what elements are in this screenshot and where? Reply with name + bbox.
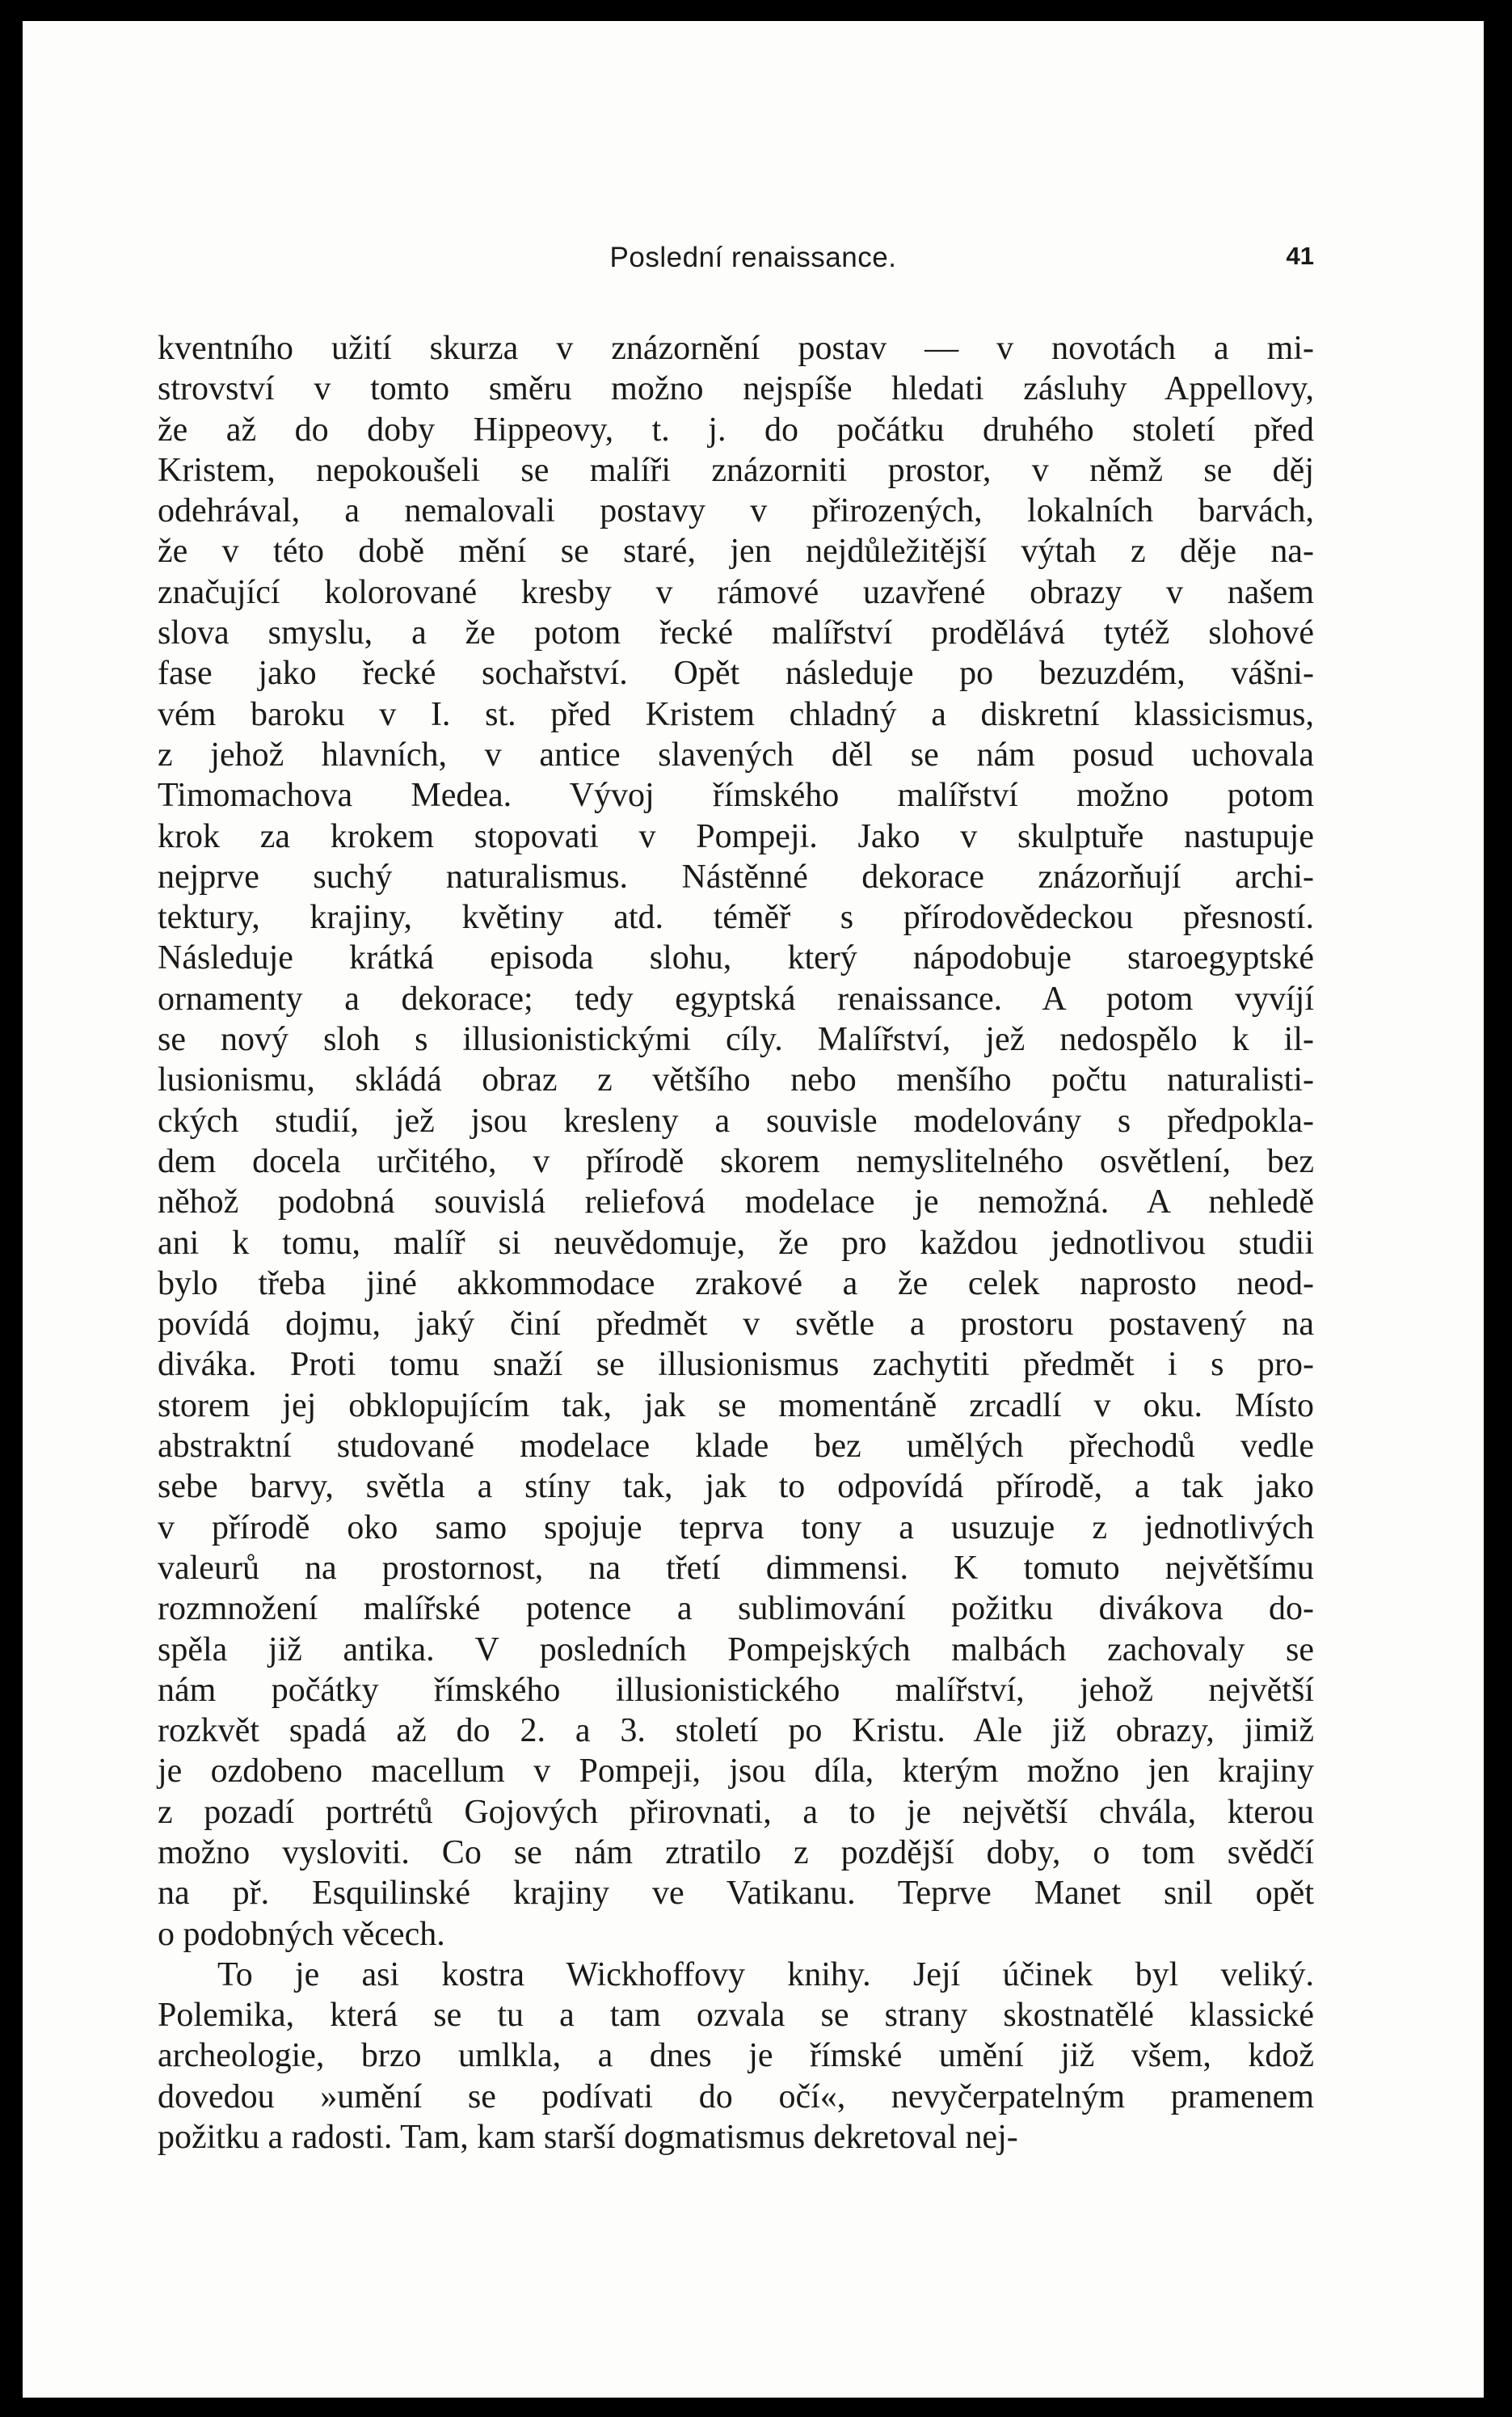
text-line: rozkvět spadá až do 2. a 3. století po Kristu. Ale již obrazy, jimiž: [158, 1712, 1314, 1750]
page-number: 41: [1286, 242, 1314, 270]
text-line: značující kolorované kresby v rámové uzavřené obrazy v našem: [158, 573, 1314, 611]
text-line: diváka. Proti tomu snaží se illusionismus zachytiti předmět i s pro-: [158, 1346, 1314, 1384]
body-text: [158, 328, 1314, 2158]
text-line: nejprve suchý naturalismus. Nástěnné dekorace znázorňují archi-: [158, 858, 1314, 896]
text-line: dovedou »umění se podívati do očí«, nevyčerpatelným pramenem: [158, 2077, 1314, 2115]
paragraph: [158, 1955, 1314, 2158]
text-line: tektury, krajiny, květiny atd. téměř s přírodovědeckou přesností.: [158, 899, 1314, 937]
page-header: [23, 242, 1484, 290]
text-line: To je asi kostra Wickhoffovy knihy. Její účinek byl veliký.: [217, 1955, 1314, 1993]
text-line: slova smyslu, a že potom řecké malířství prodělává tytéž slohové: [158, 614, 1314, 652]
text-line: sebe barvy, světla a stíny tak, jak to odpovídá přírodě, a tak jako: [158, 1468, 1314, 1506]
text-line: Následuje krátká episoda slohu, který nápodobuje staroegyptské: [158, 939, 1314, 977]
text-line: spěla již antika. V posledních Pompejských malbách zachovaly se: [158, 1630, 1314, 1668]
text-line: z pozadí portrétů Gojových přirovnati, a to je největší chvála, kterou: [158, 1793, 1314, 1831]
text-line: bylo třeba jiné akkommodace zrakové a že celek naprosto neod-: [158, 1264, 1314, 1302]
text-line: rozmnožení malířské potence a sublimování požitku divákova do-: [158, 1590, 1314, 1628]
book-page: [23, 21, 1484, 2398]
text-line: možno vysloviti. Co se nám ztratilo z pozdější doby, o tom svědčí: [158, 1833, 1314, 1871]
text-line: o podobných věcech.: [158, 1915, 445, 1953]
text-line: z jehož hlavních, v antice slavených děl se nám posud uchovala: [158, 736, 1314, 774]
paragraph: [158, 328, 1314, 1955]
text-line: na př. Esquilinské krajiny ve Vatikanu. Teprve Manet snil opět: [158, 1875, 1314, 1913]
text-line: ani k tomu, malíř si neuvědomuje, že pro každou jednotlivou studii: [158, 1224, 1314, 1262]
text-line: archeologie, brzo umlkla, a dnes je římské umění již všem, kdož: [158, 2037, 1314, 2075]
text-line: se nový sloh s illusionistickými cíly. Malířství, jež nedospělo k il-: [158, 1021, 1314, 1059]
text-line: Timomachova Medea. Vývoj římského malířství možno potom: [158, 777, 1314, 815]
text-line: vém baroku v I. st. před Kristem chladný a diskretní klassicismus,: [158, 695, 1314, 733]
text-line: že v této době mění se staré, jen nejdůležitější výtah z děje na-: [158, 533, 1314, 571]
text-line: storem jej obklopujícím tak, jak se momentáně zrcadlí v oku. Místo: [158, 1386, 1314, 1424]
text-line: krok za krokem stopovati v Pompeji. Jako v skulptuře nastupuje: [158, 817, 1314, 855]
text-line: je ozdobeno macellum v Pompeji, jsou díla, kterým možno jen krajiny: [158, 1753, 1314, 1791]
text-line: že až do doby Hippeovy, t. j. do počátku druhého století před: [158, 411, 1314, 449]
text-line: požitku a radosti. Tam, kam starší dogmatismus dekretoval nej-: [158, 2119, 1018, 2157]
text-line: ckých studií, jež jsou kresleny a souvisle modelovány s předpokla-: [158, 1102, 1314, 1140]
text-line: fase jako řecké sochařství. Opět následuje po bezuzdém, vášni-: [158, 655, 1314, 693]
text-line: lusionismu, skládá obraz z většího nebo menšího počtu naturalisti-: [158, 1061, 1314, 1099]
text-line: strovství v tomto směru možno nejspíše hledati zásluhy Appellovy,: [158, 370, 1314, 408]
text-line: povídá dojmu, jaký činí předmět v světle a prostoru postavený na: [158, 1306, 1314, 1343]
running-title: Poslední renaissance.: [609, 242, 897, 273]
text-line: ornamenty a dekorace; tedy egyptská renaissance. A potom vyvíjí: [158, 980, 1314, 1018]
text-line: nám počátky římského illusionistického malířství, jehož největší: [158, 1671, 1314, 1709]
text-line: v přírodě oko samo spojuje teprva tony a usuzuje z jednotlivých: [158, 1508, 1314, 1546]
text-line: Polemika, která se tu a tam ozvala se strany skostnatělé klassické: [158, 1997, 1314, 2035]
text-line: valeurů na prostornost, na třetí dimmensi. K tomuto největšímu: [158, 1549, 1314, 1587]
text-line: odehrával, a nemalovali postavy v přirozených, lokalních barvách,: [158, 492, 1314, 530]
text-line: dem docela určitého, v přírodě skorem nemyslitelného osvětlení, bez: [158, 1142, 1314, 1180]
text-line: něhož podobná souvislá reliefová modelace je nemožná. A nehledě: [158, 1183, 1314, 1221]
text-line: abstraktní studované modelace klade bez umělých přechodů vedle: [158, 1428, 1314, 1466]
text-line: Kristem, nepokoušeli se malíři znázorniti prostor, v němž se děj: [158, 451, 1314, 489]
text-line: kventního užití skurza v znázornění postav — v novotách a mi-: [158, 330, 1314, 367]
